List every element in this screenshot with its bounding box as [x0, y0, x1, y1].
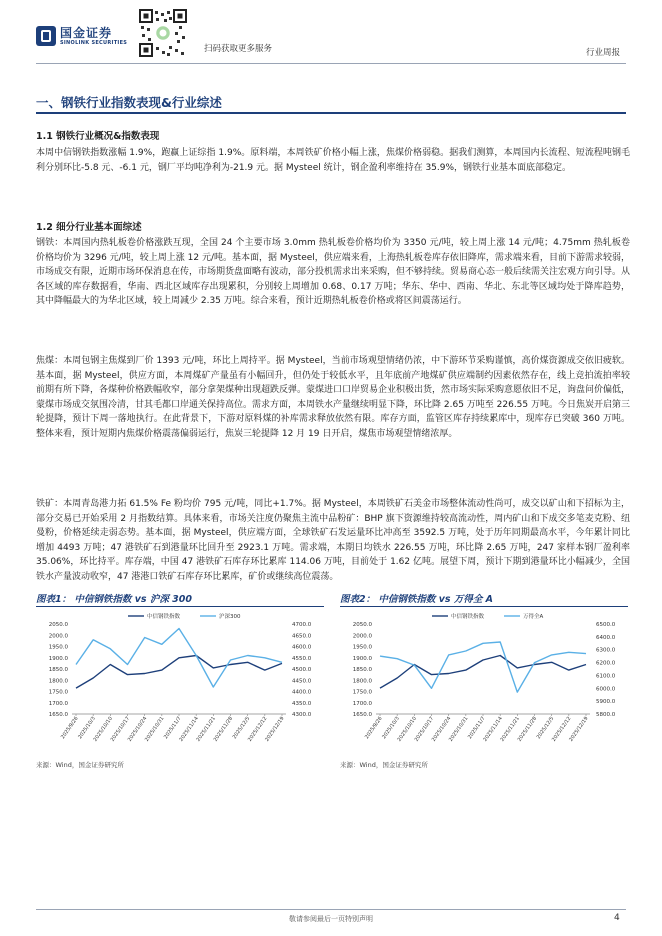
y-left-tick-label: 1650.0	[48, 712, 68, 718]
logo-icon	[36, 26, 56, 46]
footer-divider	[36, 909, 626, 910]
x-tick-label: 2025/11/7	[163, 715, 183, 741]
y-left-tick-label: 1750.0	[352, 689, 372, 696]
legend-label: 中信钢铁指数	[451, 614, 485, 620]
y-right-tick-label: 5800.0	[596, 712, 616, 718]
y-left-tick-label: 1950.0	[48, 644, 68, 651]
x-tick-label: 2025/11/14	[482, 715, 504, 743]
y-left-tick-label: 1700.0	[48, 700, 68, 707]
paragraph-overview: 本周中信钢铁指数涨幅 1.9%，跑赢上证综指 1.9%。原料端，本周铁矿价格小幅上涨，焦煤价格弱稳。据我们测算，本周国内长流程、短流程吨钢毛利分别环比-5.8 元、-6.1 元，钢厂平均吨净利为-21.9 元。据 Mysteel 统计，钢企盈利率维持在 35.9%，钢铁行业基本面底部稳定。	[36, 148, 630, 173]
x-tick-label: 2025/10/31	[144, 715, 166, 743]
x-tick-label: 2025/12/5	[231, 715, 252, 741]
y-left-tick-label: 1850.0	[48, 667, 68, 673]
y-right-tick-label: 6200.0	[596, 660, 616, 667]
x-tick-label: 2025/11/28	[516, 715, 539, 743]
paragraph-steel: 钢铁：本周国内热轧板卷价格涨跌互现，全国 24 个主要市场 3.0mm 热轧板卷价格均价为 3350 元/吨，较上周上涨 14 元/吨；4.75mm 热轧板卷价格均价为 3296 元/吨，较上周上涨 12 元/吨。基本面，据 Mysteel，供应端来看，上海热轧板卷库存依旧降库，需求端来看，目前下游需求较弱，市场成交有限，近期市场环保消息在传，市场期货盘面略有波动，部分投机需求出来采购，但不够持续。贸易商心态一般后续需关注宏观方向引导。从各区域的库存数据看，华南、西北区域库存出现累积，分别较上周增加 0.68、0.17 万吨；华东、华中、西南、华北、东北等区域均处于降库趋势，其中降幅最大的为华北区域，较上周减少 2.35 万吨。综合来看，预计近期热轧板卷价格或将区间震荡运行。	[36, 238, 631, 306]
x-tick-label: 2025/11/28	[212, 715, 235, 743]
x-tick-label: 2025/9/26	[60, 715, 80, 741]
page-number: 4	[614, 913, 620, 923]
paragraph-iron-ore: 铁矿：本周青岛港力拓 61.5% Fe 粉均价 795 元/吨，同比+1.7%。据 Mysteel，本周铁矿石美金市场整体流动性尚可，成交以矿山和下招标为主，部分交易已开始采用 2 月指数结算。具体来看，市场关注度仍聚焦主流中品粉矿：BHP 旗下资源维持较高流动性，周内矿山和下成交多笔麦克粉、纽曼粉，价格延续走弱态势。基本面，据 Mysteel，供应端方面，全球铁矿石发运量环比冲高至 3592.5 万吨，处于历年同期最高水平，今年累计同比增加 4493 万吨；47 港铁矿石到港量环比回升至 2923.1 万吨。需求端，本期日均铁水 226.55 万吨，环比降 2.65 万吨，247 家样本钢厂盈利率 35.06%，环比持平。库存端，中国 47 港铁矿石库存环比累库 114.06 万吨，目前处于 1.62 亿吨。展望下周，预计下期到港量环比小幅减少，全国铁水产量波动收窄，47 港港口铁矿石库存环比累库，矿价或继续高位震荡。	[36, 499, 630, 582]
x-tick-label: 2025/12/12	[247, 715, 269, 743]
y-right-tick-label: 4550.0	[292, 655, 312, 662]
x-tick-label: 2025/12/19	[264, 715, 286, 743]
x-tick-label: 2025/12/19	[568, 715, 590, 743]
logo-text-cn: 国金证券	[60, 26, 113, 40]
y-left-tick-label: 2050.0	[48, 622, 68, 628]
y-right-tick-label: 5900.0	[596, 699, 616, 706]
y-right-tick-label: 4400.0	[292, 689, 312, 696]
x-tick-label: 2025/10/10	[396, 715, 418, 743]
x-tick-label: 2025/12/5	[535, 715, 556, 741]
x-tick-label: 2025/11/21	[499, 715, 521, 743]
figure1-title-underline	[36, 606, 324, 607]
subsection-title-1-1: 1.1 钢铁行业概况&指数表现	[36, 131, 160, 142]
y-right-tick-label: 4450.0	[292, 678, 312, 685]
y-right-tick-label: 6500.0	[596, 622, 616, 628]
y-left-tick-label: 1700.0	[352, 700, 372, 707]
x-tick-label: 2025/10/3	[381, 715, 401, 741]
figure1-chart	[36, 610, 324, 758]
figure2-title-underline	[340, 606, 628, 607]
x-tick-label: 2025/10/17	[109, 715, 132, 743]
y-left-tick-label: 1800.0	[352, 678, 372, 685]
y-right-tick-label: 4650.0	[292, 633, 312, 640]
x-tick-label: 2025/11/14	[178, 715, 200, 743]
figure2-title: 图表2： 中信钢铁指数 vs 万得全 A	[340, 594, 494, 605]
y-right-tick-label: 6100.0	[596, 673, 616, 680]
series-line-steel-index	[380, 656, 586, 689]
y-right-tick-label: 4300.0	[292, 712, 312, 718]
y-left-tick-label: 1850.0	[352, 667, 372, 673]
figure1-source: 来源：Wind，国金证券研究所	[36, 761, 124, 769]
doc-type-label: 行业周报	[586, 48, 621, 58]
x-tick-label: 2025/10/10	[92, 715, 114, 743]
y-left-tick-label: 2000.0	[48, 633, 68, 640]
series-line-steel-index	[76, 656, 282, 689]
header-divider	[36, 63, 626, 64]
legend-label: 万得全A	[523, 614, 544, 620]
x-tick-label: 2025/11/21	[195, 715, 217, 743]
logo-text-en: SINOLINK SECURITIES	[60, 40, 128, 46]
y-left-tick-label: 1950.0	[352, 644, 372, 651]
y-right-tick-label: 6000.0	[596, 686, 616, 693]
x-tick-label: 2025/12/12	[551, 715, 573, 743]
y-right-tick-label: 4350.0	[292, 700, 312, 707]
x-tick-label: 2025/10/17	[413, 715, 436, 743]
x-tick-label: 2025/10/31	[448, 715, 470, 743]
y-left-tick-label: 2000.0	[352, 633, 372, 640]
legend-label: 中信钢铁指数	[147, 614, 181, 620]
x-tick-label: 2025/10/24	[126, 715, 149, 743]
section-title-underline	[36, 112, 626, 114]
y-left-tick-label: 1750.0	[48, 689, 68, 696]
x-tick-label: 2025/11/7	[467, 715, 487, 741]
y-left-tick-label: 2050.0	[352, 622, 372, 628]
y-left-tick-label: 1900.0	[352, 655, 372, 662]
y-right-tick-label: 6400.0	[596, 634, 616, 641]
y-right-tick-label: 4500.0	[292, 667, 312, 673]
x-tick-label: 2025/10/24	[430, 715, 453, 743]
figure1-title: 图表1： 中信钢铁指数 vs 沪深 300	[36, 594, 193, 605]
scan-prompt: 扫码获取更多服务	[204, 44, 273, 54]
footer-disclaimer: 敬请参阅最后一页特别声明	[289, 915, 373, 923]
y-right-tick-label: 4700.0	[292, 622, 312, 628]
qr-code-icon[interactable]	[139, 9, 187, 57]
y-right-tick-label: 6300.0	[596, 647, 616, 654]
y-left-tick-label: 1650.0	[352, 712, 372, 718]
x-tick-label: 2025/9/26	[364, 715, 384, 741]
figure2-chart	[340, 610, 628, 758]
paragraph-coking-coal: 焦煤：本周包钢主焦煤到厂价 1393 元/吨，环比上周持平。据 Mysteel，当前市场观望情绪仍浓，中下游环节采购谨慎，高价煤资源成交依旧疲软。基本面，据 Mysteel，供应方面，本周煤矿产量虽有小幅回升，但仍处于较低水平，且年底前产地煤矿供应端制约因素依然存在，线上竞拍流拍率较前期有所下降，各煤种价格跌幅收窄，部分拿架煤种出现超跌反弹。蒙煤进口口岸贸易企业积极出货，然市场实际采购意愿依旧不足，询盘问价偏低，蒙煤市场成交氛围冷清，甘其毛都口岸通关保持高位。需求方面，本周铁水产量继续明显下降，环比降 2.65 万吨至 226.55 万吨。今日焦炭开启第三轮提降，预计下周一落地执行。在此背景下，下游对原料煤的补库需求释放依然有限。库存方面，监管区库存持续累库中，现库存已突破 360 万吨。整体来看，预计短期内焦煤价格震荡偏弱运行，焦炭三轮提降 12 月 19 日开启，煤焦市场观望情绪浓厚。	[36, 356, 631, 439]
x-tick-label: 2025/10/3	[77, 715, 97, 741]
legend-label: 沪深300	[219, 614, 241, 620]
subsection-title-1-2: 1.2 细分行业基本面综述	[36, 222, 142, 233]
y-left-tick-label: 1800.0	[48, 678, 68, 685]
figure2-source: 来源：Wind，国金证券研究所	[340, 761, 428, 769]
y-left-tick-label: 1900.0	[48, 655, 68, 662]
y-right-tick-label: 4600.0	[292, 644, 312, 651]
section-title: 一、钢铁行业指数表现&行业综述	[36, 95, 222, 110]
